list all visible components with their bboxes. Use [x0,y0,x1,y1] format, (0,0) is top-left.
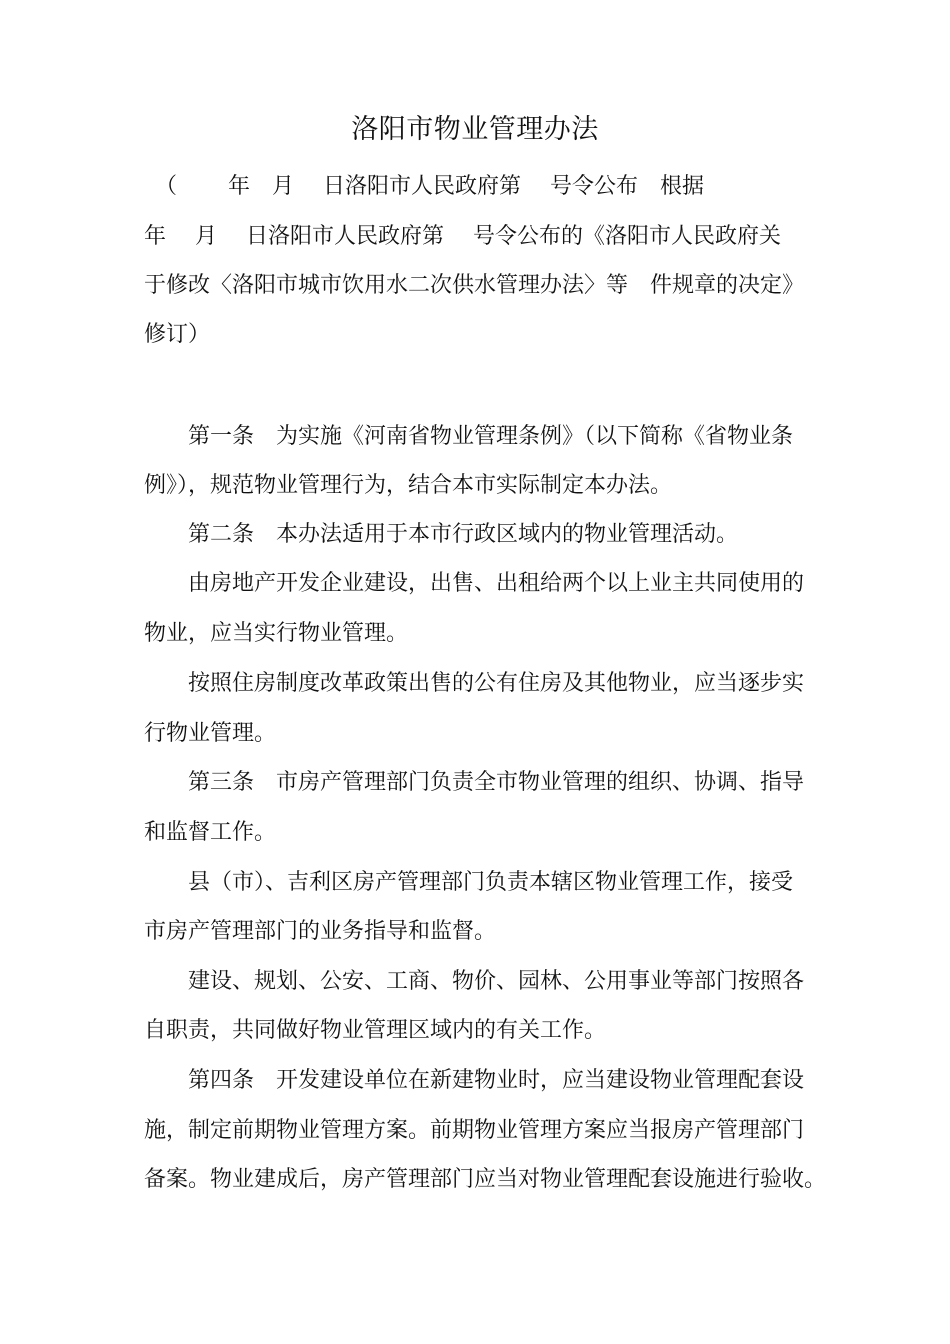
article-4-line: 备案。物业建成后，房产管理部门应当对物业管理配套设施进行验收。 [144,1167,827,1192]
article-2-line: 物业，应当实行物业管理。 [144,621,409,646]
preamble-line: 于修改〈洛阳市城市饮用水二次供水管理办法〉等 件规章的决定》 [144,273,805,298]
preamble-line: 年 月 日洛阳市人民政府第 号令公布的《洛阳市人民政府关 [144,224,781,249]
article-3-line: 建设、规划、公安、工商、物价、园林、公用事业等部门按照各 [144,969,805,994]
article-2-line: 按照住房制度改革政策出售的公有住房及其他物业，应当逐步实 [144,671,805,696]
article-4-line: 施，制定前期物业管理方案。前期物业管理方案应当报房产管理部门 [144,1118,805,1143]
article-3-line: 自职责，共同做好物业管理区域内的有关工作。 [144,1018,607,1043]
article-1-line: 第一条 为实施《河南省物业管理条例》（以下简称《省物业条 [144,424,794,449]
article-2-line: 由房地产开发企业建设，出售、出租给两个以上业主共同使用的 [144,571,805,596]
article-2-line: 第二条 本办法适用于本市行政区域内的物业管理活动。 [144,522,739,547]
article-1-line: 例》），规范物业管理行为，结合本市实际制定本办法。 [144,473,673,498]
article-3-line: 和监督工作。 [144,820,277,845]
document-title: 洛阳市物业管理办法 [351,114,599,145]
preamble-line: 修订） [144,322,211,347]
article-3-line: 市房产管理部门的业务指导和监督。 [144,919,497,944]
preamble-line: （ 年 月 日洛阳市人民政府第 号令公布 根据 [144,174,704,199]
article-3-line: 县（市）、吉利区房产管理部门负责本辖区物业管理工作，接受 [144,870,794,895]
article-2-line: 行物业管理。 [144,721,277,746]
article-3-line: 第三条 市房产管理部门负责全市物业管理的组织、协调、指导 [144,770,805,795]
article-4-line: 第四条 开发建设单位在新建物业时，应当建设物业管理配套设 [144,1068,805,1093]
